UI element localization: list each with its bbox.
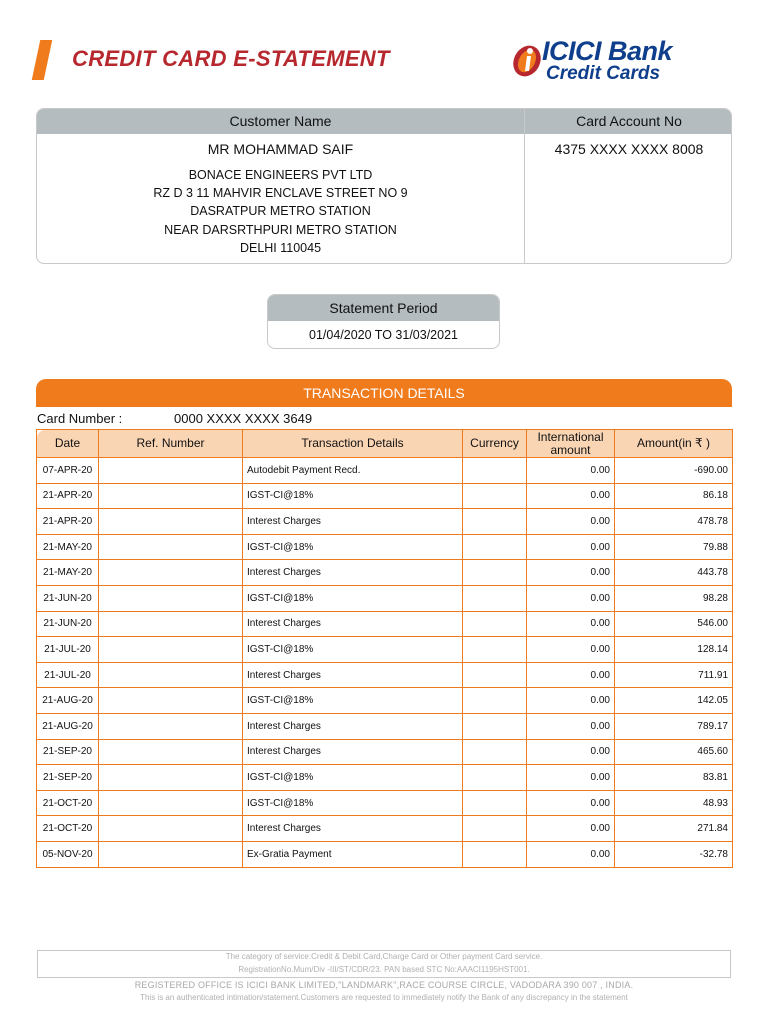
transaction-row [37, 585, 733, 611]
column-header-date: Date [37, 430, 99, 458]
transaction-row [37, 816, 733, 842]
row-currency [463, 688, 527, 714]
row-currency [463, 483, 527, 509]
column-header-international-amount: International amount [527, 430, 615, 458]
statement-period-value: 01/04/2020 TO 31/03/2021 [309, 328, 458, 342]
row-date: 21-JUN-20 [37, 611, 99, 637]
row-currency [463, 816, 527, 842]
row-transaction-details: IGST-CI@18% [243, 637, 463, 663]
row-transaction-details: IGST-CI@18% [243, 585, 463, 611]
transaction-row [37, 637, 733, 663]
row-international-amount: 0.00 [527, 841, 615, 867]
transaction-row [37, 841, 733, 867]
row-transaction-details: Interest Charges [243, 611, 463, 637]
row-ref-number [99, 560, 243, 586]
customer-name-header: Customer Name [229, 113, 332, 129]
row-currency [463, 841, 527, 867]
transaction-table [36, 429, 733, 868]
title-accent-bar [32, 40, 53, 80]
row-ref-number [99, 611, 243, 637]
row-transaction-details: Interest Charges [243, 816, 463, 842]
registered-office-text: REGISTERED OFFICE IS ICICI BANK LIMITED,"LANDMARK",RACE COURSE CIRCLE, VADODARA 390 007 , INDIA. [134, 980, 634, 990]
row-international-amount: 0.00 [527, 790, 615, 816]
row-date: 21-JUL-20 [37, 662, 99, 688]
address-line: NEAR DARSRTHPURI METRO STATION [164, 222, 397, 237]
row-ref-number [99, 816, 243, 842]
row-ref-number [99, 585, 243, 611]
row-currency [463, 585, 527, 611]
row-international-amount: 0.00 [527, 688, 615, 714]
row-transaction-details: Interest Charges [243, 713, 463, 739]
logo-icici-text: ICICI [542, 36, 602, 66]
row-currency [463, 458, 527, 484]
row-currency [463, 713, 527, 739]
address-line: RZ D 3 11 MAHVIR ENCLAVE STREET NO 9 [153, 186, 408, 201]
row-ref-number [99, 509, 243, 535]
row-transaction-details: IGST-CI@18% [243, 534, 463, 560]
row-ref-number [99, 739, 243, 765]
row-international-amount: 0.00 [527, 611, 615, 637]
transaction-row [37, 739, 733, 765]
row-currency [463, 611, 527, 637]
transaction-header-row [37, 430, 733, 458]
transaction-row [37, 560, 733, 586]
row-ref-number [99, 713, 243, 739]
row-transaction-details: Interest Charges [243, 560, 463, 586]
row-date: 21-AUG-20 [37, 713, 99, 739]
row-amount: 98.28 [615, 585, 733, 611]
row-date: 21-MAY-20 [37, 560, 99, 586]
logo-bank-text: Bank [608, 36, 673, 66]
row-international-amount: 0.00 [527, 585, 615, 611]
transaction-row [37, 713, 733, 739]
row-international-amount: 0.00 [527, 739, 615, 765]
row-transaction-details: IGST-CI@18% [243, 688, 463, 714]
row-amount: 465.60 [615, 739, 733, 765]
row-ref-number [99, 483, 243, 509]
transaction-row [37, 611, 733, 637]
row-currency [463, 637, 527, 663]
transaction-row [37, 458, 733, 484]
row-ref-number [99, 765, 243, 791]
row-currency [463, 790, 527, 816]
column-header-currency: Currency [463, 430, 527, 458]
icici-bank-logo [506, 36, 732, 86]
row-transaction-details: Autodebit Payment Recd. [243, 458, 463, 484]
transaction-row [37, 534, 733, 560]
row-international-amount: 0.00 [527, 765, 615, 791]
row-amount: 86.18 [615, 483, 733, 509]
row-amount: 83.81 [615, 765, 733, 791]
row-currency [463, 534, 527, 560]
row-international-amount: 0.00 [527, 534, 615, 560]
row-date: 21-APR-20 [37, 483, 99, 509]
address-line: BONACE ENGINEERS PVT LTD [188, 168, 373, 182]
logo-credit-cards-text: Credit Cards [546, 63, 661, 84]
transaction-details-heading: TRANSACTION DETAILS [36, 379, 732, 407]
transaction-row [37, 790, 733, 816]
row-ref-number [99, 790, 243, 816]
statement-period-label: Statement Period [268, 295, 499, 321]
row-international-amount: 0.00 [527, 637, 615, 663]
service-category-text: The category of service:Credit & Debit Card,Charge Card or Other payment Card service. [225, 952, 543, 961]
row-ref-number [99, 637, 243, 663]
transaction-row [37, 765, 733, 791]
row-international-amount: 0.00 [527, 560, 615, 586]
row-amount: 271.84 [615, 816, 733, 842]
discrepancy-notice-text: This is an authenticated intimation/statement.Customers are requested to immediately notify the Bank of any discrepancy in the statement [140, 993, 628, 1002]
service-info-box [37, 950, 731, 978]
statement-period-box [267, 294, 500, 349]
address-line: DASRATPUR METRO STATION [190, 204, 371, 219]
column-header-transaction-details: Transaction Details [243, 430, 463, 458]
row-date: 21-APR-20 [37, 509, 99, 535]
icici-logo-icon [508, 40, 544, 80]
customer-header-row [37, 109, 731, 134]
row-amount: -690.00 [615, 458, 733, 484]
registration-text: RegistrationNo.Mum/Div -III/ST/CDR/23. PAN based STC No:AAACI1195HST001. [238, 965, 530, 974]
row-ref-number [99, 662, 243, 688]
row-amount: 546.00 [615, 611, 733, 637]
row-date: 21-MAY-20 [37, 534, 99, 560]
row-currency [463, 662, 527, 688]
customer-column-divider [524, 109, 525, 263]
row-transaction-details: Interest Charges [243, 739, 463, 765]
column-header-ref-number: Ref. Number [99, 430, 243, 458]
card-account-number: 4375 XXXX XXXX 8008 [554, 141, 704, 157]
row-date: 21-AUG-20 [37, 688, 99, 714]
row-international-amount: 0.00 [527, 483, 615, 509]
row-currency [463, 560, 527, 586]
transaction-row [37, 662, 733, 688]
row-international-amount: 0.00 [527, 713, 615, 739]
row-transaction-details: Interest Charges [243, 662, 463, 688]
row-amount: 79.88 [615, 534, 733, 560]
row-date: 21-JUN-20 [37, 585, 99, 611]
card-number-label: Card Number : [37, 411, 123, 426]
row-date: 21-SEP-20 [37, 765, 99, 791]
column-header-amount: Amount(in ₹ ) [615, 430, 733, 458]
row-international-amount: 0.00 [527, 509, 615, 535]
card-number-value: 0000 XXXX XXXX 3649 [174, 411, 313, 426]
transaction-rows [37, 458, 733, 868]
row-transaction-details: Ex-Gratia Payment [243, 841, 463, 867]
row-amount: 142.05 [615, 688, 733, 714]
row-date: 21-OCT-20 [37, 790, 99, 816]
row-amount: 48.93 [615, 790, 733, 816]
row-ref-number [99, 688, 243, 714]
transaction-row [37, 509, 733, 535]
row-international-amount: 0.00 [527, 458, 615, 484]
customer-details-box [36, 108, 732, 264]
row-ref-number [99, 458, 243, 484]
customer-address [37, 166, 524, 257]
row-currency [463, 509, 527, 535]
row-date: 21-SEP-20 [37, 739, 99, 765]
row-international-amount: 0.00 [527, 816, 615, 842]
row-transaction-details: IGST-CI@18% [243, 483, 463, 509]
row-transaction-details: IGST-CI@18% [243, 765, 463, 791]
row-date: 21-OCT-20 [37, 816, 99, 842]
transaction-row [37, 483, 733, 509]
customer-name: MR MOHAMMAD SAIF [207, 141, 354, 157]
row-amount: 443.78 [615, 560, 733, 586]
row-currency [463, 765, 527, 791]
row-ref-number [99, 841, 243, 867]
row-amount: 711.91 [615, 662, 733, 688]
row-amount: -32.78 [615, 841, 733, 867]
row-date: 05-NOV-20 [37, 841, 99, 867]
row-amount: 478.78 [615, 509, 733, 535]
row-date: 07-APR-20 [37, 458, 99, 484]
row-ref-number [99, 534, 243, 560]
transaction-row [37, 688, 733, 714]
row-transaction-details: Interest Charges [243, 509, 463, 535]
row-amount: 789.17 [615, 713, 733, 739]
address-line: DELHI 110045 [239, 240, 322, 255]
page-title: CREDIT CARD E-STATEMENT [72, 46, 390, 71]
row-date: 21-JUL-20 [37, 637, 99, 663]
row-amount: 128.14 [615, 637, 733, 663]
row-international-amount: 0.00 [527, 662, 615, 688]
row-transaction-details: IGST-CI@18% [243, 790, 463, 816]
row-currency [463, 739, 527, 765]
card-account-header: Card Account No [576, 113, 682, 129]
